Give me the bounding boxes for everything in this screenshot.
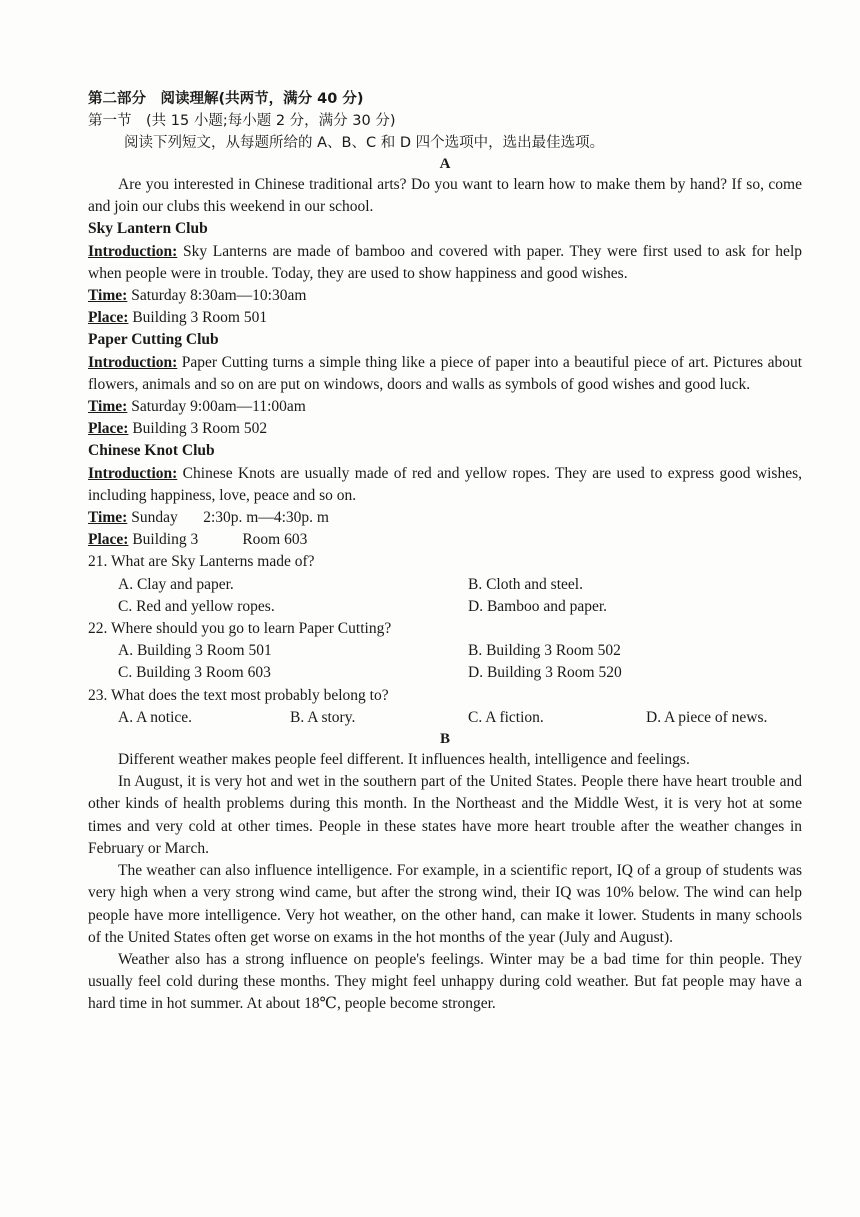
question-23: 23. What does the text most probably belong to? xyxy=(88,686,389,704)
introduction-label: Introduction: xyxy=(88,464,178,482)
question-21: 21. What are Sky Lanterns made of? xyxy=(88,553,315,571)
time-label: Time: xyxy=(88,287,128,305)
passage-b-paragraph: Weather also has a strong influence on people's feelings. Winter may be a bad time for thin people. They usually feel cold during these months. They might feel unhappy during cold weather. But fat people may have a hard time in hot summer. At about 18℃, people become stronger. xyxy=(88,950,802,1013)
question-23-options xyxy=(88,707,802,729)
club-name-paper-cutting: Paper Cutting Club xyxy=(88,331,219,349)
club-time-sky-lantern xyxy=(88,285,802,307)
club-intro-paper-cutting xyxy=(88,352,802,396)
club-time-hours: 2:30p. m—4:30p. m xyxy=(203,509,329,527)
club-place-building: Building 3 xyxy=(132,531,199,549)
introduction-label: Introduction: xyxy=(88,353,178,371)
passage-b-paragraph: Different weather makes people feel different. It influences health, intelligence and feelings. xyxy=(118,751,690,769)
club-time-day: Sunday xyxy=(131,509,178,527)
option-d: D. Bamboo and paper. xyxy=(468,597,608,615)
place-label: Place: xyxy=(88,531,129,549)
club-time-paper-cutting xyxy=(88,396,802,418)
club-intro-text: Chinese Knots are usually made of red and yellow ropes. They are used to express good wishes, including happiness, love, peace and so on. xyxy=(88,464,802,504)
passage-b-paragraph: The weather can also influence intelligence. For example, in a scientific report, IQ of a group of students was very high when a very strong wind came, but after the strong wind, their IQ was 10% below. The wind can help people have more intelligence. Very hot weather, on the other hand, can make it lower. Students in many schools of the United States often get worse on exams in the hot months of the year (July and August). xyxy=(88,862,802,946)
passage-a-intro: Are you interested in Chinese traditional arts? Do you want to learn how to make them by hand? If so, come and join our clubs this weekend in our school. xyxy=(88,176,802,216)
club-intro-text: Sky Lanterns are made of bamboo and covered with paper. They were first used to ask for help when people were in trouble. Today, they are used to show happiness and good wishes. xyxy=(88,242,802,282)
option-d: D. A piece of news. xyxy=(646,708,768,726)
question-21-options xyxy=(88,574,802,618)
place-label: Place: xyxy=(88,309,129,327)
time-label: Time: xyxy=(88,509,128,527)
option-d: D. Building 3 Room 520 xyxy=(468,664,622,682)
club-time-chinese-knot xyxy=(88,507,802,529)
option-c: C. Red and yellow ropes. xyxy=(118,597,275,615)
option-a: A. A notice. xyxy=(118,708,193,726)
club-place-paper-cutting xyxy=(88,418,802,440)
section-header: 第一节 (共 15 小题;每小题 2 分，满分 30 分) xyxy=(88,113,396,129)
question-22: 22. Where should you go to learn Paper Cutting? xyxy=(88,620,392,638)
club-intro-text: Paper Cutting turns a simple thing like a piece of paper into a beautiful piece of art. Pictures about flowers, animals and so on are put on windows, doors and walls as symbols of good wishes and good luck. xyxy=(88,353,802,393)
club-name-chinese-knot: Chinese Knot Club xyxy=(88,442,215,460)
club-place-text: Building 3 Room 501 xyxy=(132,309,268,327)
option-c: C. Building 3 Room 603 xyxy=(118,664,271,682)
passage-b-paragraph: In August, it is very hot and wet in the southern part of the United States. People there have heart trouble and other kinds of health problems during this month. In the Northeast and the Middle West, it is very hot at some times and very cold at other times. People in these states have more heart trouble after the weather changes in February or March. xyxy=(88,773,802,857)
club-intro-chinese-knot xyxy=(88,463,802,507)
introduction-label: Introduction: xyxy=(88,242,178,260)
club-place-chinese-knot xyxy=(88,529,802,551)
club-place-room: Room 603 xyxy=(242,531,308,549)
place-label: Place: xyxy=(88,420,129,438)
option-b: B. Building 3 Room 502 xyxy=(468,642,621,660)
option-b: B. A story. xyxy=(290,708,356,726)
club-intro-sky-lantern xyxy=(88,241,802,285)
club-name-sky-lantern: Sky Lantern Club xyxy=(88,220,208,238)
passage-a-letter: A xyxy=(439,156,451,172)
option-c: C. A fiction. xyxy=(468,708,544,726)
option-a: A. Building 3 Room 501 xyxy=(118,642,272,660)
club-time-text: Saturday 9:00am—11:00am xyxy=(131,398,306,416)
question-22-options xyxy=(88,640,802,684)
part-header: 第二部分 阅读理解(共两节，满分 40 分) xyxy=(88,91,364,107)
time-label: Time: xyxy=(88,398,128,416)
club-time-text: Saturday 8:30am—10:30am xyxy=(131,287,307,305)
option-a: A. Clay and paper. xyxy=(118,575,234,593)
club-place-text: Building 3 Room 502 xyxy=(132,420,268,438)
option-b: B. Cloth and steel. xyxy=(468,575,583,593)
instruction: 阅读下列短文，从每题所给的 A、B、C 和 D 四个选项中，选出最佳选项。 xyxy=(124,135,605,151)
passage-b-letter: B xyxy=(439,731,450,748)
club-place-sky-lantern xyxy=(88,307,802,329)
